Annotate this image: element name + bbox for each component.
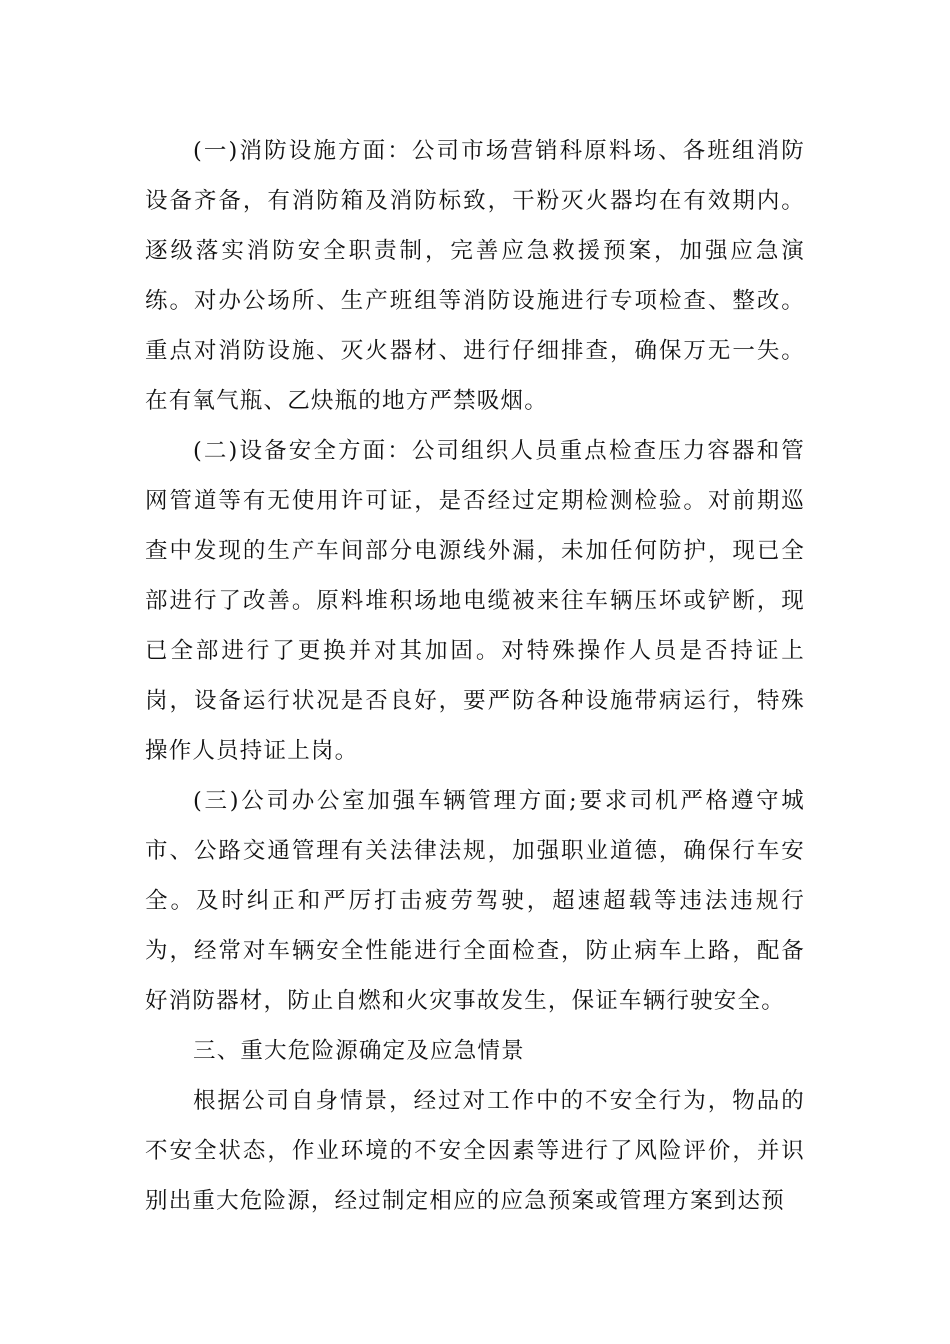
paragraph-fire-facilities: (一)消防设施方面：公司市场营销科原料场、各班组消防设备齐备，有消防箱及消防标致，干粉灭火器均在有效期内。逐级落实消防安全职责制，完善应急救援预案，加强应急演练。对办公场所、生产班组等消防设施进行专项检查、整改。重点对消防设施、灭火器材、进行仔细排查，确保万无一失。在有氧气瓶、乙炔瓶的地方严禁吸烟。 (145, 138, 805, 414)
paragraph-hazard-sources: 根据公司自身情景，经过对工作中的不安全行为，物品的不安全状态，作业环境的不安全因素等进行了风险评价，并识别出重大危险源，经过制定相应的应急预案或管理方案到达预 (145, 1088, 805, 1214)
paragraph-equipment-safety: (二)设备安全方面：公司组织人员重点检查压力容器和管网管道等有无使用许可证，是否经过定期检测检验。对前期巡查中发现的生产车间部分电源线外漏，未加任何防护，现已全部进行了改善。原料堆积场地电缆被来往车辆压坏或铲断，现已全部进行了更换并对其加固。对特殊操作人员是否持证上岗，设备运行状况是否良好，要严防各种设施带病运行，特殊操作人员持证上岗。 (145, 438, 805, 764)
paragraph-vehicle-management: (三)公司办公室加强车辆管理方面;要求司机严格遵守城市、公路交通管理有关法律法规，加强职业道德，确保行车安全。及时纠正和严厉打击疲劳驾驶，超速超载等违法违规行为，经常对车辆安全性能进行全面检查，防止病车上路，配备好消防器材，防止自燃和火灾事故发生，保证车辆行驶安全。 (145, 788, 805, 1014)
section-heading: 三、重大危险源确定及应急情景 (193, 1038, 525, 1064)
document-body (145, 126, 805, 1226)
